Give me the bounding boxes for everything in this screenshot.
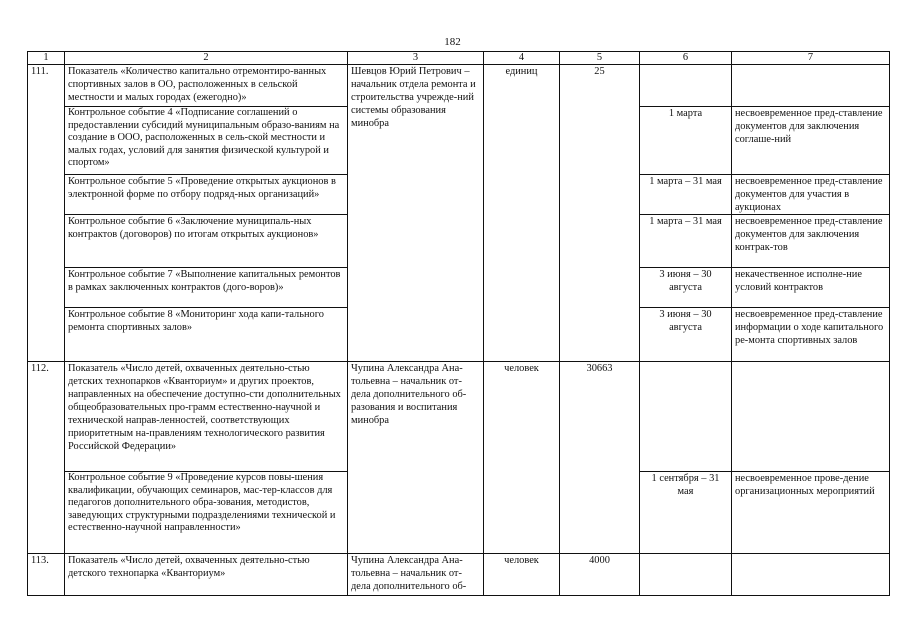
responsible-cell: Чупина Александра Ана-тольевна – начальник от-дела дополнительного об-разования и воспитания минобра — [348, 362, 484, 554]
column-number: 3 — [348, 52, 484, 65]
column-number: 5 — [560, 52, 640, 65]
page-number: 182 — [444, 36, 461, 48]
column-number: 1 — [28, 52, 65, 65]
control-event-cell: Контрольное событие 5 «Проведение открытых аукционов в электронной форме по отбору подряд-ных организаций» — [65, 175, 348, 215]
table-row — [28, 554, 890, 596]
risk-cell: несвоевременное прове-дение организационных мероприятий — [732, 472, 890, 554]
control-event-cell: Контрольное событие 6 «Заключение муниципаль-ных контрактов (договоров) по итогам открытых аукционов» — [65, 215, 348, 268]
value-cell: 30663 — [560, 362, 640, 554]
unit-cell: человек — [484, 362, 560, 554]
row-number: 113. — [28, 554, 65, 596]
value-cell: 25 — [560, 65, 640, 362]
date-cell: 1 марта – 31 мая — [640, 215, 732, 268]
row-number: 112. — [28, 362, 65, 554]
table-row — [28, 362, 890, 472]
column-number: 7 — [732, 52, 890, 65]
date-cell — [640, 65, 732, 107]
risk-cell: несвоевременное пред-ставление информации о ходе капитального ре-монта спортивных залов — [732, 308, 890, 362]
risk-cell: несвоевременное пред-ставление документов для заключения соглаше-ний — [732, 107, 890, 175]
unit-cell: единиц — [484, 65, 560, 362]
responsible-cell: Шевцов Юрий Петрович – начальник отдела ремонта и строительства учрежде-ний системы образования минобра — [348, 65, 484, 362]
risk-cell — [732, 65, 890, 107]
risk-cell: несвоевременное пред-ставление документов для заключения контрак-тов — [732, 215, 890, 268]
date-cell — [640, 362, 732, 472]
responsible-cell: Чупина Александра Ана-тольевна – начальник от-дела дополнительного об- — [348, 554, 484, 596]
risk-cell: несвоевременное пред-ставление документов для участия в аукционах — [732, 175, 890, 215]
row-number: 111. — [28, 65, 65, 362]
date-cell: 3 июня – 30 августа — [640, 308, 732, 362]
control-event-cell: Контрольное событие 9 «Проведение курсов повы-шения квалификации, обучающих семинаров, мас-тер-классов для педагогов дополнительного обра-зования, методистов, заведующих структурными подразделениями технической и естественно-научной направленности» — [65, 472, 348, 554]
column-number-row — [28, 52, 890, 65]
indicator-cell: Показатель «Число детей, охваченных деятельно-стью детских технопарков «Кванториум» и других проектов, направленных на обеспечение доступно-сти дополнительных общеобразовательных про-грамм естественно-научной и технической направ-ленностей, соответствующих приоритетным на-правлениям технологического развития Российской Федерации» — [65, 362, 348, 472]
risk-cell — [732, 362, 890, 472]
indicator-cell: Показатель «Число детей, охваченных деятельно-стью детского технопарка «Кванториум» — [65, 554, 348, 596]
indicator-cell: Показатель «Количество капитально отремонтиро-ванных спортивных залов в ОО, расположенных в сельской местности и малых городах (ежегодно)» — [65, 65, 348, 107]
column-number: 2 — [65, 52, 348, 65]
control-event-cell: Контрольное событие 7 «Выполнение капитальных ремонтов в рамках заключенных контрактов (дого-воров)» — [65, 268, 348, 308]
unit-cell: человек — [484, 554, 560, 596]
value-cell: 4000 — [560, 554, 640, 596]
date-cell: 1 марта – 31 мая — [640, 175, 732, 215]
risk-cell — [732, 554, 890, 596]
date-cell: 1 сентября – 31 мая — [640, 472, 732, 554]
control-event-cell: Контрольное событие 4 «Подписание соглашений о предоставлении субсидий муниципальным образо-ваниям на создание в ООО, расположенных в сель-ской местности и малых годах, условий для занятия физической культурой и спортом» — [65, 107, 348, 175]
table-row — [28, 65, 890, 107]
date-cell: 3 июня – 30 августа — [640, 268, 732, 308]
date-cell — [640, 554, 732, 596]
control-event-cell: Контрольное событие 8 «Мониторинг хода капи-тального ремонта спортивных залов» — [65, 308, 348, 362]
column-number: 4 — [484, 52, 560, 65]
date-cell: 1 марта — [640, 107, 732, 175]
risk-cell: некачественное исполне-ние условий контрактов — [732, 268, 890, 308]
control-events-table — [27, 51, 890, 596]
column-number: 6 — [640, 52, 732, 65]
